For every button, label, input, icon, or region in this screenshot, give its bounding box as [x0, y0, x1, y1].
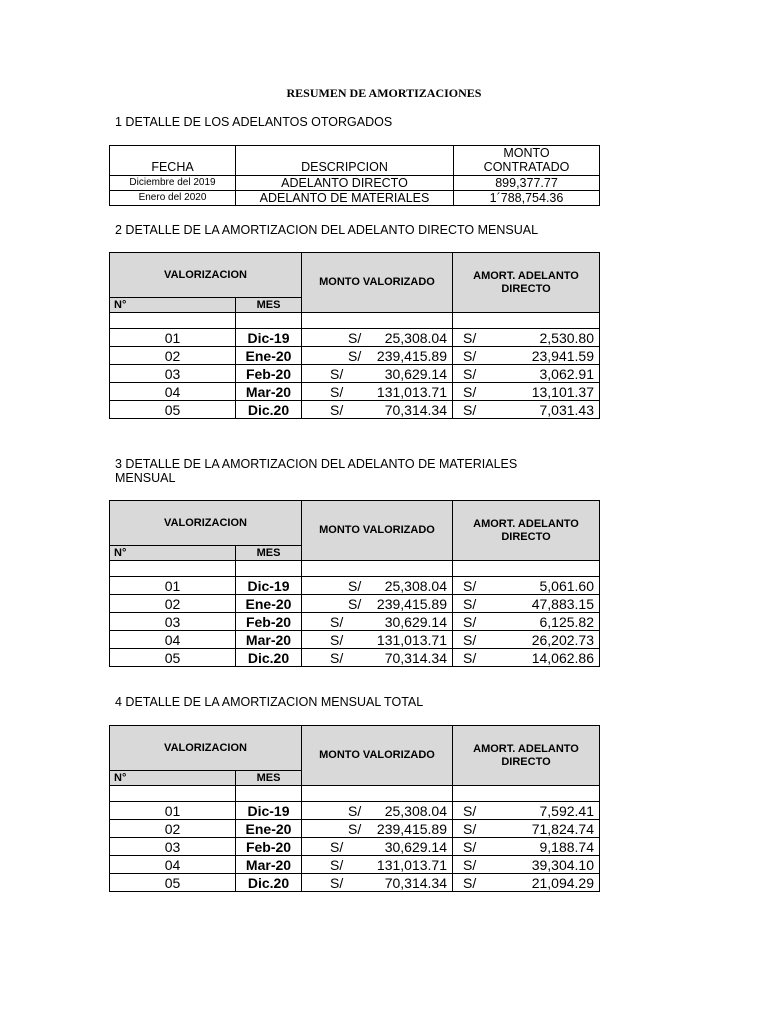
currency-symbol: S/: [463, 365, 477, 382]
header-monto-contratado: [454, 146, 600, 176]
amort-cell: [453, 613, 600, 631]
amort-cell: [453, 874, 600, 892]
amortization-table: [109, 725, 600, 892]
amort-value: 21,094.29: [531, 874, 594, 891]
monto-valorizado-cell: [302, 838, 453, 856]
descripcion-cell: ADELANTO DIRECTO: [236, 176, 454, 191]
currency-symbol: S/: [330, 838, 344, 855]
currency-symbol: S/: [463, 874, 477, 891]
header-descripcion: DESCRIPCION: [236, 146, 454, 176]
amort-cell: [453, 802, 600, 820]
monto-valorizado-cell: [302, 613, 453, 631]
monto-value: 70,314.34: [384, 649, 447, 666]
amort-value: 7,031.43: [539, 401, 594, 418]
n-cell: 02: [110, 595, 236, 613]
n-cell: 03: [110, 365, 236, 383]
currency-symbol: S/: [463, 802, 477, 819]
mes-cell: Ene-20: [236, 347, 302, 365]
blank-cell: [302, 313, 453, 329]
mes-cell: Dic.20: [236, 649, 302, 667]
monto-valorizado-cell: [302, 347, 453, 365]
n-cell: 05: [110, 874, 236, 892]
currency-symbol: S/: [463, 856, 477, 873]
table-row: [110, 874, 600, 892]
currency-symbol: S/: [330, 613, 344, 630]
monto-valorizado-cell: [302, 802, 453, 820]
n-cell: 03: [110, 838, 236, 856]
currency-symbol: S/: [330, 856, 344, 873]
blank-cell: [110, 313, 236, 329]
blank-cell: [110, 786, 236, 802]
mes-cell: Dic.20: [236, 401, 302, 419]
currency-symbol: S/: [330, 365, 344, 382]
n-cell: 02: [110, 820, 236, 838]
monto-valorizado-cell: [302, 649, 453, 667]
blank-row: [110, 561, 600, 577]
mes-cell: Mar-20: [236, 856, 302, 874]
fecha-cell: Diciembre del 2019: [110, 176, 236, 191]
header-valorizacion: VALORIZACION: [110, 501, 302, 546]
header-monto-valorizado: MONTO VALORIZADO: [302, 501, 453, 561]
table-row: [110, 191, 600, 206]
header-n: N°: [110, 771, 236, 786]
amort-header-row: [110, 501, 600, 546]
currency-symbol: S/: [463, 595, 477, 612]
advances-table: [109, 145, 600, 206]
table-row: [110, 613, 600, 631]
section3-heading-line1: 3 DETALLE DE LA AMORTIZACION DEL ADELANTO DE MATERIALES: [115, 457, 518, 471]
blank-row: [110, 786, 600, 802]
blank-cell: [302, 561, 453, 577]
header-monto-line2: CONTRATADO: [483, 160, 570, 174]
monto-value: 239,415.89: [376, 347, 447, 364]
mes-cell: Ene-20: [236, 595, 302, 613]
monto-value: 25,308.04: [384, 802, 447, 819]
header-monto-valorizado: MONTO VALORIZADO: [302, 253, 453, 313]
monto-value: 30,629.14: [384, 613, 447, 630]
currency-symbol: S/: [463, 383, 477, 400]
descripcion-cell: ADELANTO DE MATERIALES: [236, 191, 454, 206]
amort-cell: [453, 649, 600, 667]
amortization-table: [109, 500, 600, 667]
amort-header-row: [110, 726, 600, 771]
table-row: [110, 401, 600, 419]
monto-valorizado-cell: [302, 631, 453, 649]
mes-cell: Dic-19: [236, 802, 302, 820]
header-valorizacion: VALORIZACION: [110, 726, 302, 771]
header-amort-adelanto: AMORT. ADELANTO DIRECTO: [453, 253, 600, 313]
amort-value: 13,101.37: [531, 383, 594, 400]
blank-cell: [236, 786, 302, 802]
blank-row: [110, 313, 600, 329]
amort-cell: [453, 631, 600, 649]
monto-valorizado-cell: [302, 329, 453, 347]
table-row: [110, 347, 600, 365]
amort-cell: [453, 365, 600, 383]
n-cell: 03: [110, 613, 236, 631]
n-cell: 02: [110, 347, 236, 365]
section3-heading: [115, 457, 585, 485]
blank-cell: [453, 561, 600, 577]
section3-heading-line2: MENSUAL: [115, 471, 176, 485]
monto-value: 30,629.14: [384, 838, 447, 855]
monto-valorizado-cell: [302, 365, 453, 383]
currency-symbol: S/: [463, 401, 477, 418]
monto-cell: 1´788,754.36: [454, 191, 600, 206]
table-row: [110, 802, 600, 820]
n-cell: 01: [110, 802, 236, 820]
monto-value: 131,013.71: [376, 856, 447, 873]
currency-symbol: S/: [463, 838, 477, 855]
currency-symbol: S/: [348, 329, 362, 346]
header-fecha: FECHA: [110, 146, 236, 176]
monto-valorizado-cell: [302, 383, 453, 401]
n-cell: 04: [110, 856, 236, 874]
amort-cell: [453, 383, 600, 401]
n-cell: 01: [110, 577, 236, 595]
currency-symbol: S/: [463, 347, 477, 364]
currency-symbol: S/: [463, 613, 477, 630]
header-monto-valorizado: MONTO VALORIZADO: [302, 726, 453, 786]
currency-symbol: S/: [330, 631, 344, 648]
table-row: [110, 176, 600, 191]
table-row: [110, 577, 600, 595]
section1-heading: 1 DETALLE DE LOS ADELANTOS OTORGADOS: [115, 115, 393, 129]
amort-value: 5,061.60: [539, 577, 594, 594]
advances-header-row: [110, 146, 600, 176]
amort-cell: [453, 329, 600, 347]
mes-cell: Dic-19: [236, 329, 302, 347]
n-cell: 04: [110, 383, 236, 401]
mes-cell: Feb-20: [236, 613, 302, 631]
currency-symbol: S/: [330, 874, 344, 891]
n-cell: 05: [110, 649, 236, 667]
currency-symbol: S/: [348, 577, 362, 594]
mes-cell: Dic-19: [236, 577, 302, 595]
monto-value: 30,629.14: [384, 365, 447, 382]
currency-symbol: S/: [463, 631, 477, 648]
document-title: RESUMEN DE AMORTIZACIONES: [286, 86, 482, 100]
currency-symbol: S/: [463, 577, 477, 594]
table-row: [110, 649, 600, 667]
amort-cell: [453, 577, 600, 595]
header-n: N°: [110, 298, 236, 313]
table-row: [110, 329, 600, 347]
currency-symbol: S/: [348, 347, 362, 364]
amort-value: 47,883.15: [531, 595, 594, 612]
mes-cell: Mar-20: [236, 631, 302, 649]
blank-cell: [236, 561, 302, 577]
header-amort-adelanto: AMORT. ADELANTO DIRECTO: [453, 726, 600, 786]
currency-symbol: S/: [330, 401, 344, 418]
monto-value: 70,314.34: [384, 874, 447, 891]
mes-cell: Mar-20: [236, 383, 302, 401]
n-cell: 01: [110, 329, 236, 347]
header-n: N°: [110, 546, 236, 561]
table-row: [110, 631, 600, 649]
mes-cell: Feb-20: [236, 365, 302, 383]
header-valorizacion: VALORIZACION: [110, 253, 302, 298]
monto-value: 25,308.04: [384, 577, 447, 594]
amort-value: 39,304.10: [531, 856, 594, 873]
blank-cell: [236, 313, 302, 329]
monto-cell: 899,377.77: [454, 176, 600, 191]
amort-value: 7,592.41: [539, 802, 594, 819]
n-cell: 04: [110, 631, 236, 649]
monto-value: 70,314.34: [384, 401, 447, 418]
amort-cell: [453, 820, 600, 838]
amort-cell: [453, 401, 600, 419]
blank-cell: [110, 561, 236, 577]
table-row: [110, 838, 600, 856]
amort-value: 3,062.91: [539, 365, 594, 382]
n-cell: 05: [110, 401, 236, 419]
monto-valorizado-cell: [302, 856, 453, 874]
currency-symbol: S/: [330, 383, 344, 400]
table-row: [110, 595, 600, 613]
monto-valorizado-cell: [302, 874, 453, 892]
currency-symbol: S/: [348, 595, 362, 612]
section2-heading: 2 DETALLE DE LA AMORTIZACION DEL ADELANTO DIRECTO MENSUAL: [115, 223, 539, 237]
currency-symbol: S/: [463, 820, 477, 837]
monto-value: 239,415.89: [376, 820, 447, 837]
amort-value: 6,125.82: [539, 613, 594, 630]
monto-value: 131,013.71: [376, 383, 447, 400]
header-mes: MES: [236, 298, 302, 313]
monto-valorizado-cell: [302, 401, 453, 419]
section4-heading: 4 DETALLE DE LA AMORTIZACION MENSUAL TOTAL: [115, 695, 424, 709]
monto-value: 131,013.71: [376, 631, 447, 648]
amort-value: 71,824.74: [531, 820, 594, 837]
amort-cell: [453, 838, 600, 856]
fecha-cell: Enero del 2020: [110, 191, 236, 206]
amort-value: 9,188.74: [539, 838, 594, 855]
monto-value: 25,308.04: [384, 329, 447, 346]
header-mes: MES: [236, 771, 302, 786]
currency-symbol: S/: [463, 329, 477, 346]
amort-value: 2,530.80: [539, 329, 594, 346]
table-row: [110, 820, 600, 838]
header-amort-adelanto: AMORT. ADELANTO DIRECTO: [453, 501, 600, 561]
amort-value: 14,062.86: [531, 649, 594, 666]
currency-symbol: S/: [463, 649, 477, 666]
amort-cell: [453, 595, 600, 613]
currency-symbol: S/: [348, 802, 362, 819]
table-row: [110, 856, 600, 874]
monto-valorizado-cell: [302, 595, 453, 613]
table-row: [110, 383, 600, 401]
amort-cell: [453, 856, 600, 874]
amort-value: 23,941.59: [531, 347, 594, 364]
monto-valorizado-cell: [302, 577, 453, 595]
blank-cell: [302, 786, 453, 802]
mes-cell: Dic.20: [236, 874, 302, 892]
currency-symbol: S/: [330, 649, 344, 666]
currency-symbol: S/: [348, 820, 362, 837]
amort-header-row: [110, 253, 600, 298]
blank-cell: [453, 313, 600, 329]
table-row: [110, 365, 600, 383]
amort-value: 26,202.73: [531, 631, 594, 648]
blank-cell: [453, 786, 600, 802]
header-mes: MES: [236, 546, 302, 561]
mes-cell: Feb-20: [236, 838, 302, 856]
header-monto-line1: MONTO: [503, 146, 550, 160]
amortization-table: [109, 252, 600, 419]
monto-valorizado-cell: [302, 820, 453, 838]
mes-cell: Ene-20: [236, 820, 302, 838]
amort-cell: [453, 347, 600, 365]
monto-value: 239,415.89: [376, 595, 447, 612]
